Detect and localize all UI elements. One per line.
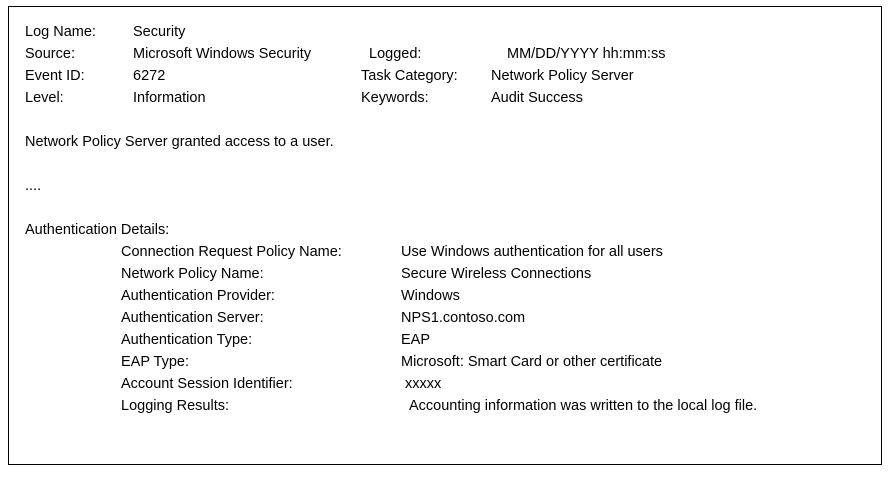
event-description: Network Policy Server granted access to a user.: [25, 134, 334, 150]
event-header-row: [25, 65, 865, 87]
network-policy-name-value: Secure Wireless Connections: [401, 266, 592, 282]
authentication-provider-value: Windows: [401, 288, 460, 304]
detail-row: [25, 241, 865, 263]
source-value: Microsoft Windows Security: [133, 46, 312, 62]
detail-row: [25, 329, 865, 351]
authentication-details-list: [25, 241, 865, 417]
authentication-type-value: EAP: [401, 332, 431, 348]
logged-label: Logged:: [369, 46, 422, 62]
authentication-details-heading: Authentication Details:: [25, 222, 170, 238]
description-ellipsis-spacer: [25, 153, 865, 175]
authentication-server-label: Authentication Server:: [121, 310, 264, 326]
detail-row: [25, 351, 865, 373]
event-header-table: [25, 21, 865, 109]
logged-value: MM/DD/YYYY hh:mm:ss: [507, 46, 666, 62]
source-label: Source:: [25, 46, 75, 62]
connection-request-policy-name-value: Use Windows authentication for all users: [401, 244, 663, 260]
level-value: Information: [133, 90, 206, 106]
network-policy-name-label: Network Policy Name:: [121, 266, 264, 282]
event-header-row: [25, 87, 865, 109]
detail-row: [25, 373, 865, 395]
authentication-provider-label: Authentication Provider:: [121, 288, 275, 304]
log-name-label: Log Name:: [25, 24, 96, 40]
event-id-value: 6272: [133, 68, 166, 84]
event-header-row: [25, 21, 865, 43]
keywords-value: Audit Success: [491, 90, 583, 106]
event-properties-card: [8, 6, 882, 465]
task-category-label: Task Category:: [361, 68, 458, 84]
log-name-value: Security: [133, 24, 186, 40]
task-category-value: Network Policy Server: [491, 68, 634, 84]
detail-row: [25, 307, 865, 329]
logging-results-value: Accounting information was written to the local log file.: [409, 398, 758, 414]
level-label: Level:: [25, 90, 64, 106]
truncation-ellipsis: ....: [25, 178, 42, 194]
authentication-server-value: NPS1.contoso.com: [401, 310, 526, 326]
detail-row: [25, 285, 865, 307]
ellipsis-details-spacer: [25, 197, 865, 219]
detail-row: [25, 263, 865, 285]
header-body-spacer: [25, 109, 865, 131]
eap-type-value: Microsoft: Smart Card or other certificate: [401, 354, 663, 370]
event-header-row: [25, 43, 865, 65]
authentication-type-label: Authentication Type:: [121, 332, 253, 348]
logging-results-label: Logging Results:: [121, 398, 230, 414]
detail-row: [25, 395, 865, 417]
keywords-label: Keywords:: [361, 90, 429, 106]
eap-type-label: EAP Type:: [121, 354, 189, 370]
connection-request-policy-name-label: Connection Request Policy Name:: [121, 244, 342, 260]
account-session-identifier-label: Account Session Identifier:: [121, 376, 293, 392]
account-session-identifier-value: xxxxx: [405, 376, 442, 392]
event-id-label: Event ID:: [25, 68, 85, 84]
